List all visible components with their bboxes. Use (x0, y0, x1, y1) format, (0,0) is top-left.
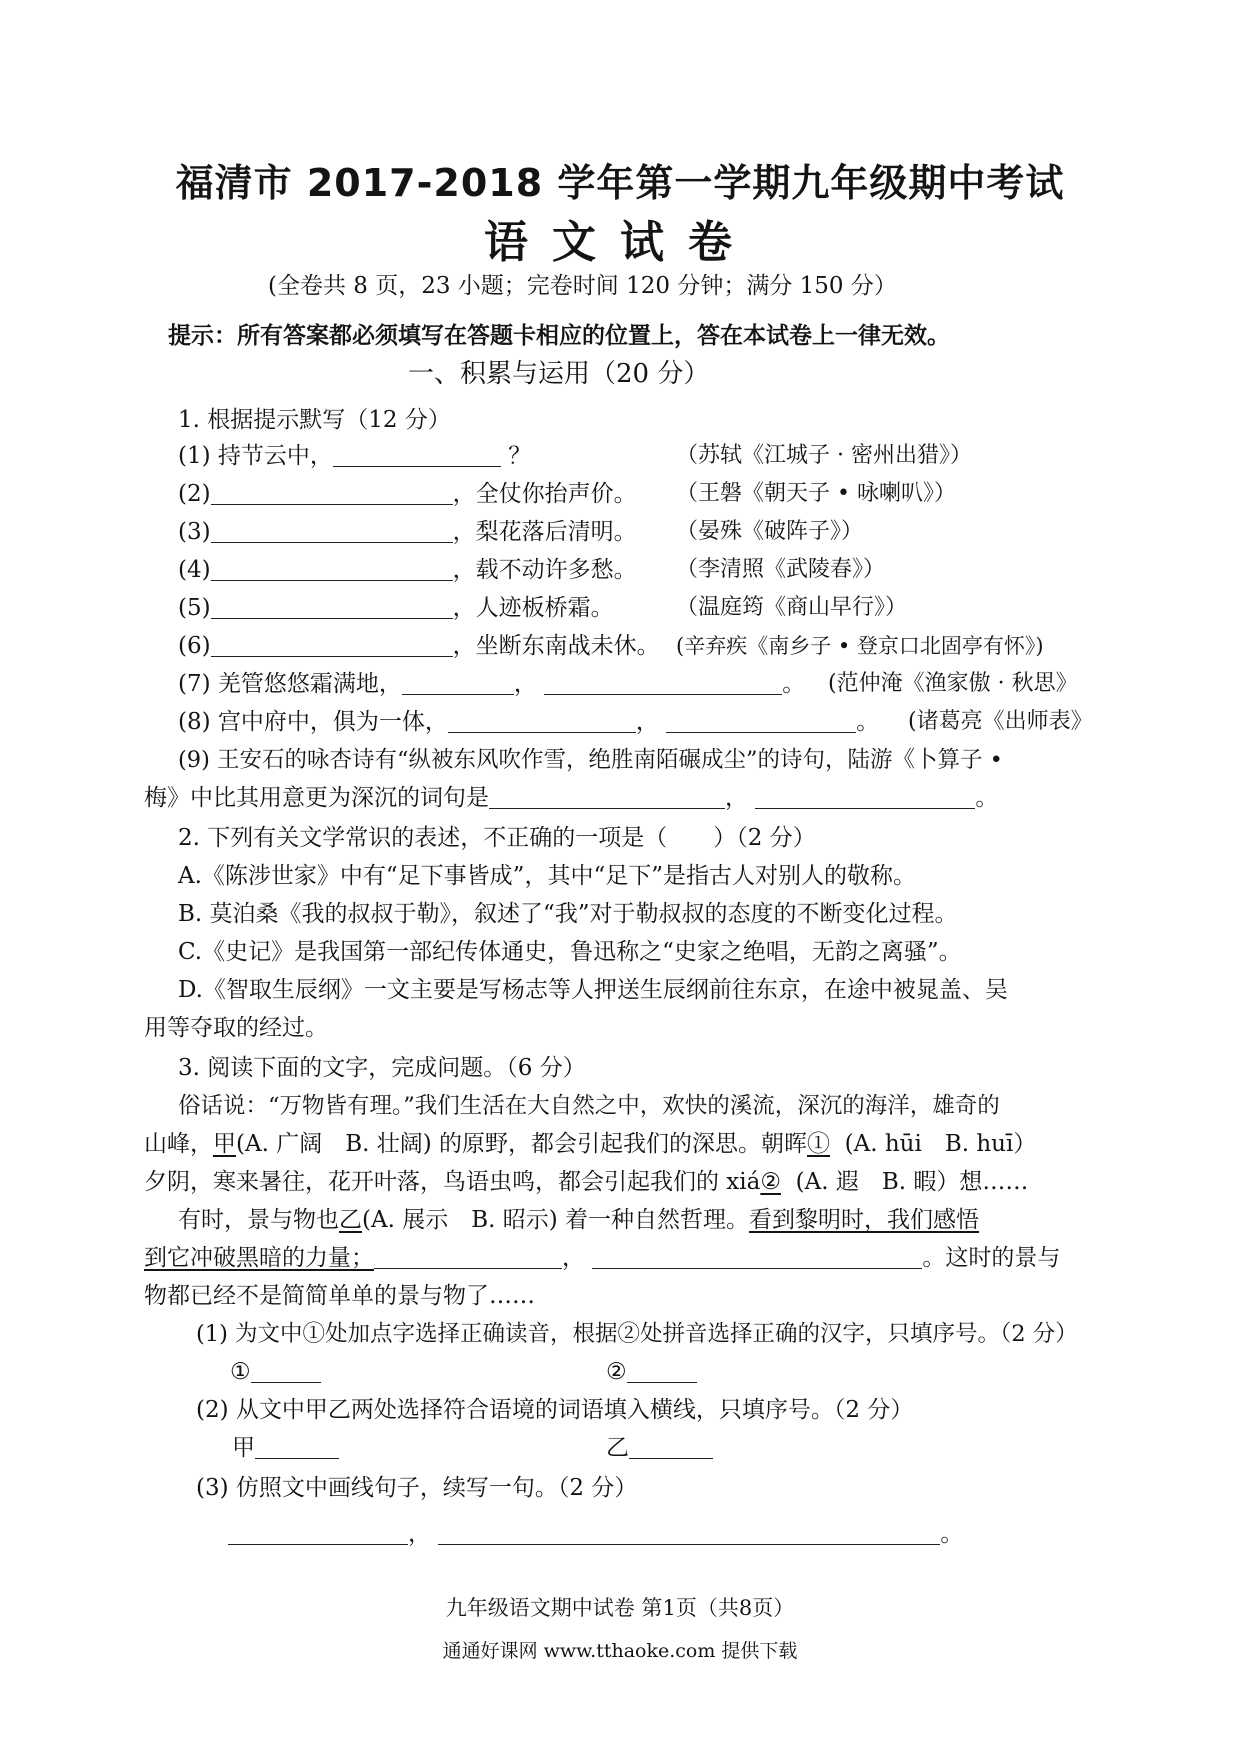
q1-item-9-blank-2 (755, 786, 975, 809)
q3-passage-1-line3 (144, 1166, 1028, 1198)
exam-hint: 提示：所有答案都必须填写在答题卡相应的位置上，答在本试卷上一律无效。 (168, 322, 950, 349)
q2-option-d-line2: 用等夺取的经过。 (144, 1015, 328, 1041)
q3-sub-2-answer-b (606, 1432, 713, 1464)
q3-sub3-blank-1 (228, 1522, 408, 1545)
q1-item-8-blank-2 (666, 710, 856, 733)
q3-passage-2-line1 (178, 1204, 979, 1236)
q1-item-3-text: ，梨花落后清明。 (452, 519, 637, 545)
q1-item-5-blank (211, 596, 453, 619)
q3-sub1-blank-b (627, 1360, 697, 1383)
q1-item-2-blank (211, 482, 453, 505)
q1-item-5-num: (5) (178, 595, 211, 621)
q3-passage-2-line3: 物都已经不是简简单单的景与物了…… (144, 1283, 535, 1309)
q1-item-4-source: （李清照《武陵春》） (676, 557, 886, 582)
q3-sub-2: (2) 从文中甲乙两处选择符合语境的词语填入横线，只填序号。（2 分） (196, 1397, 914, 1423)
q1-item-2-num: (2) (178, 481, 211, 507)
q3-blank-1: ① (807, 1131, 831, 1157)
q3-sub3-comma: ， (408, 1521, 431, 1547)
q1-item-7-source: (范仲淹《渔家傲 · 秋思》 (828, 671, 1078, 696)
download-credit: 通通好课网 www.tthaoke.com 提供下载 (442, 1640, 798, 1662)
q1-item-2-text: ，全仗你抬声价。 (452, 481, 637, 507)
q1-item-9-comma: ， (725, 785, 748, 811)
q1-item-8-source: (诸葛亮《出师表》 (908, 709, 1093, 734)
q3-p1-text-e: (A. 遐 B. 暇）想…… (795, 1169, 1029, 1195)
q2-option-a: A.《陈涉世家》中有“足下事皆成”，其中“足下”是指古人对别人的敬称。 (178, 863, 916, 889)
q3-sub2-blank-yi (629, 1436, 713, 1459)
q1-item-8-comma: ， (635, 709, 659, 735)
question-1-stem: 1. 根据提示默写（12 分） (178, 407, 451, 433)
q3-sub3-end: 。 (940, 1521, 964, 1547)
q1-item-4-text: ，载不动许多愁。 (452, 557, 637, 583)
q3-p2-text-c: 。这时的景与 (922, 1245, 1061, 1271)
q3-sub2-label-jia: 甲 (232, 1435, 255, 1461)
q1-item-8-text: (8) 宫中府中，俱为一体， (178, 709, 448, 735)
q1-item-1-text: (1) 持节云中， (178, 443, 333, 469)
q1-item-7-end: 。 (782, 671, 806, 697)
q3-sub2-label-yi: 乙 (606, 1435, 629, 1461)
q1-item-9-line1: (9) 王安石的咏杏诗有“纵被东风吹作雪，绝胜南陌碾成尘”的诗句，陆游《卜算子 • (178, 747, 1003, 773)
q1-item-1-suffix: ？ (508, 443, 532, 469)
q3-underlined-sentence-a: 看到黎明时，我们感悟 (749, 1207, 980, 1233)
q1-item-7-text: (7) 羌管悠悠霜满地， (178, 671, 402, 697)
q1-item-7-blank-2 (544, 672, 782, 695)
q1-item-9-blank-1 (489, 786, 725, 809)
q1-item-4 (178, 554, 637, 586)
q3-sub-1-answer-a (230, 1356, 321, 1388)
q3-imitation-blank-1 (374, 1246, 562, 1269)
q1-item-9-end: 。 (975, 785, 999, 811)
q3-blank-2: ② (760, 1169, 781, 1195)
q1-item-6-num: (6) (178, 633, 211, 659)
q3-sub-1: (1) 为文中①处加点字选择正确读音，根据②处拼音选择正确的汉字，只填序号。（2 分） (196, 1321, 1078, 1347)
q3-sub-3: (3) 仿照文中画线句子，续写一句。（2 分） (196, 1475, 638, 1501)
q1-item-6-text: ，坐断东南战未休。 (452, 633, 660, 659)
q3-p2-text-a: 有时，景与物也 (178, 1207, 339, 1233)
q1-item-5-text: ，人迹板桥霜。 (452, 595, 614, 621)
q3-blank-jia: 甲 (213, 1131, 236, 1157)
q1-item-6-source: (辛弃疾《南乡子 • 登京口北固亭有怀》) (676, 634, 1044, 658)
q1-item-1-blank (333, 444, 501, 467)
q3-p1-text-a: 山峰， (144, 1131, 213, 1157)
q2-option-d-line1: D.《智取生辰纲》一文主要是写杨志等人押送生辰纲前往东京，在途中被晁盖、吴 (178, 977, 1008, 1003)
q1-item-5-source: （温庭筠《商山早行》） (676, 595, 908, 620)
q1-item-3-source: （晏殊《破阵子》） (676, 519, 864, 544)
q3-sub-2-answer-a (232, 1432, 339, 1464)
q3-imitation-blank-2 (592, 1246, 922, 1269)
q3-passage-1-line2 (144, 1128, 1036, 1160)
q3-sub1-label-b: ② (606, 1359, 627, 1385)
q3-sub3-blank-2 (438, 1522, 940, 1545)
q1-item-3-num: (3) (178, 519, 211, 545)
q1-item-4-num: (4) (178, 557, 211, 583)
q1-item-6 (178, 630, 660, 662)
q3-sub1-blank-a (251, 1360, 321, 1383)
q1-item-1-source: （苏轼《江城子 · 密州出猎》） (676, 443, 972, 468)
q2-option-c: C.《史记》是我国第一部纪传体通史，鲁迅称之“史家之绝唱，无韵之离骚”。 (178, 939, 962, 965)
q3-p1-text-d: 夕阴，寒来暑往，花开叶落，鸟语虫鸣，都会引起我们的 xiá (144, 1169, 761, 1195)
q2-option-b: B. 莫泊桑《我的叔叔于勒》，叙述了“我”对于勒叔叔的态度的不断变化过程。 (178, 901, 958, 927)
q3-p1-text-c: (A. hūi B. huī） (844, 1131, 1037, 1157)
q1-item-5 (178, 592, 614, 624)
q1-item-3 (178, 516, 637, 548)
exam-info: (全卷共 8 页，23 小题；完卷时间 120 分钟；满分 150 分） (268, 273, 897, 299)
q3-underlined-sentence-b: 到它冲破黑暗的力量； (144, 1245, 374, 1271)
q1-item-2-source: （王磐《朝天子 • 咏喇叭》） (676, 481, 956, 506)
q3-passage-1-line1: 俗话说：“万物皆有理。”我们生活在大自然之中，欢快的溪流，深沉的海洋，雄奇的 (178, 1093, 1000, 1119)
q1-item-3-blank (211, 520, 453, 543)
exam-title: 福清市 2017-2018 学年第一学期九年级期中考试 (175, 161, 1065, 205)
q3-sub2-blank-jia (255, 1436, 339, 1459)
question-3-stem: 3. 阅读下面的文字，完成问题。（6 分） (178, 1055, 586, 1081)
q1-item-8-blank-1 (448, 710, 636, 733)
q1-item-4-blank (211, 558, 453, 581)
page-footer: 九年级语文期中试卷 第1页（共8页） (445, 1596, 795, 1620)
q1-item-9-line2 (144, 782, 998, 814)
q3-sub-3-answer (228, 1518, 963, 1550)
question-2-stem: 2. 下列有关文学常识的表述，不正确的一项是（ ）（2 分） (178, 825, 816, 851)
q1-item-6-blank (211, 634, 453, 657)
q1-item-8-end: 。 (856, 709, 880, 735)
q3-passage-2-line2 (144, 1242, 1060, 1274)
q3-sub1-label-a: ① (230, 1359, 251, 1385)
q1-item-7 (178, 668, 805, 700)
q3-p2-text-b: (A. 展示 B. 昭示) 着一种自然哲理。 (362, 1207, 750, 1233)
section-title: 一、积累与运用（20 分） (408, 359, 710, 389)
q1-item-1 (178, 440, 531, 472)
q1-item-2 (178, 478, 637, 510)
q1-item-9-text: 梅》中比其用意更为深沉的词句是 (144, 785, 489, 811)
q3-p2-comma: ， (562, 1245, 585, 1271)
q1-item-7-blank-1 (402, 672, 514, 695)
q3-sub-1-answer-b (606, 1356, 697, 1388)
exam-subject-title: 语文试卷 (484, 217, 756, 268)
q3-p1-text-b: (A. 广阔 B. 壮阔) 的原野，都会引起我们的深思。朝晖 (236, 1131, 808, 1157)
q3-blank-yi: 乙 (339, 1207, 362, 1233)
q1-item-7-comma: ， (513, 671, 537, 697)
q1-item-8 (178, 706, 879, 738)
